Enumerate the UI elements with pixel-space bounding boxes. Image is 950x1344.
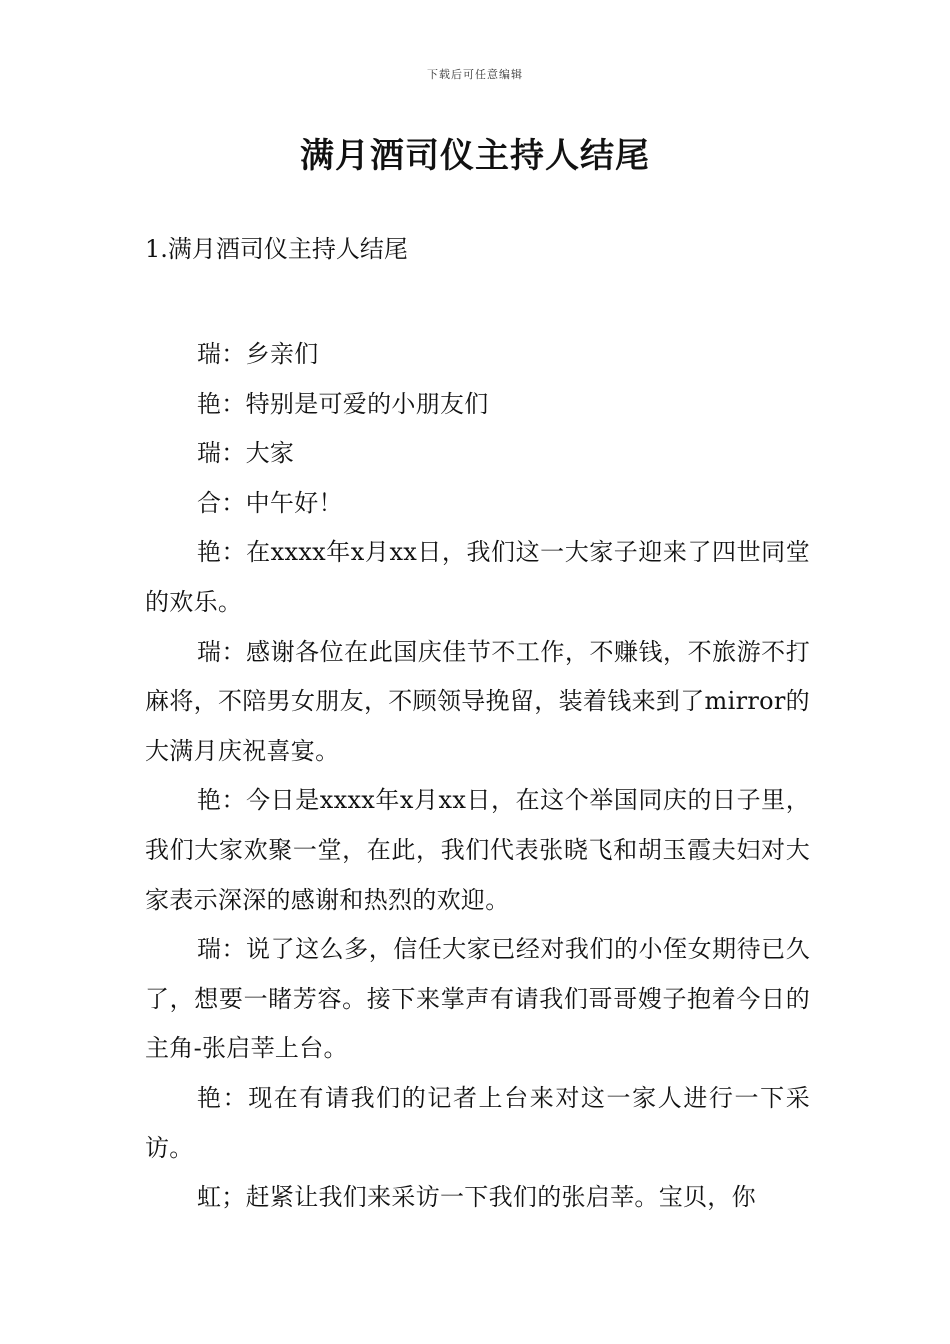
section-heading: 1.满月酒司仪主持人结尾 xyxy=(145,235,408,263)
document-body xyxy=(145,330,810,1223)
dialogue-line: 艳：特别是可爱的小朋友们 xyxy=(197,389,489,418)
dialogue-line: 瑞：乡亲们 xyxy=(197,340,319,368)
dialogue-line: 艳：现在有请我们的记者上台来对这一家人进行一下采访。 xyxy=(145,1083,810,1162)
dialogue-line: 瑞：大家 xyxy=(197,439,295,468)
page-header-note: 下载后可任意编辑 xyxy=(427,68,523,81)
dialogue-line: 瑞：说了这么多，信任大家已经对我们的小侄女期待已久了，想要一睹芳容。接下来掌声有请我们哥哥嫂子抱着今日的主角-张启莘上台。 xyxy=(145,935,810,1063)
dialogue-line: 合：中午好！ xyxy=(197,488,343,517)
document-title: 满月酒司仪主持人结尾 xyxy=(300,136,650,176)
dialogue-line: 艳：在xxxx年x月xx日，我们这一大家子迎来了四世同堂的欢乐。 xyxy=(145,538,810,616)
dialogue-line: 瑞：感谢各位在此国庆佳节不工作，不赚钱，不旅游不打麻将，不陪男女朋友，不顾领导挽留，装着钱来到了mirror的大满月庆祝喜宴。 xyxy=(145,637,810,765)
dialogue-line: 艳：今日是xxxx年x月xx日，在这个举国同庆的日子里，我们大家欢聚一堂，在此，我们代表张晓飞和胡玉霞夫妇对大家表示深深的感谢和热烈的欢迎。 xyxy=(145,786,810,914)
dialogue-line: 虹；赶紧让我们来采访一下我们的张启莘。宝贝，你 xyxy=(197,1183,756,1212)
